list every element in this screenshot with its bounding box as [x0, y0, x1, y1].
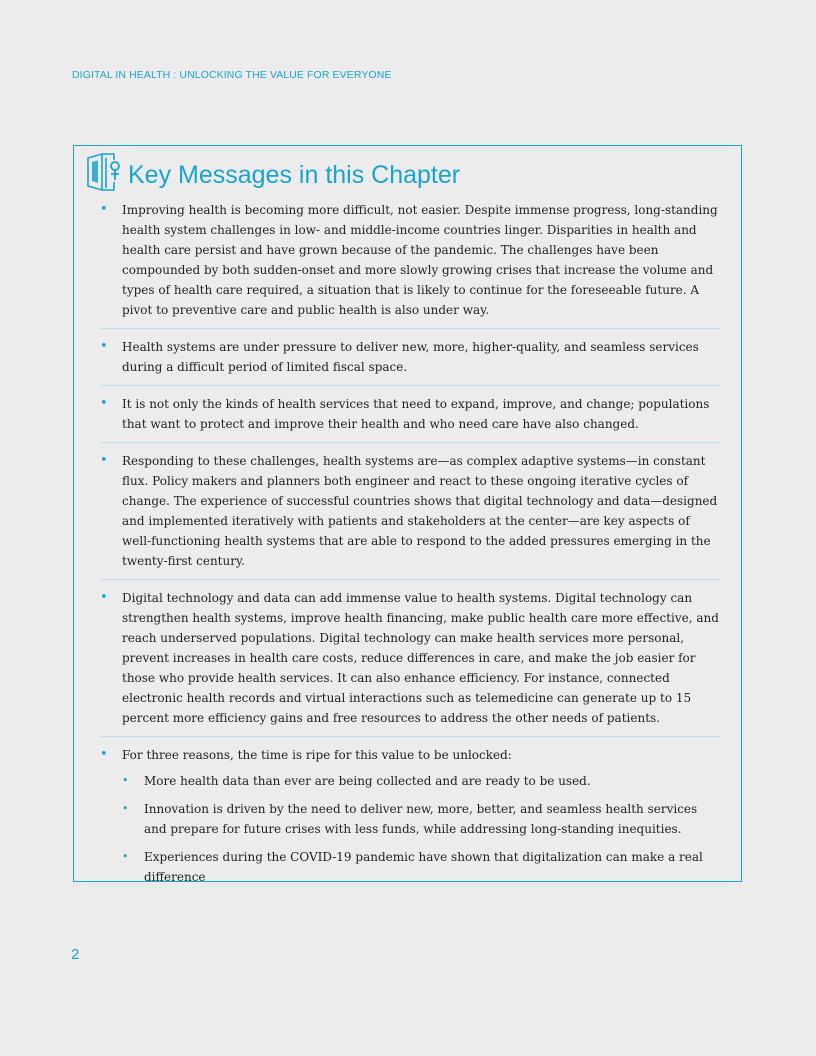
key-message-text: • Responding to these challenges, health systems are—as complex adaptive systems—in constant flux. Policy makers and planners both engineer and react to these ongoing iterative cycles of change. The experience of successful countries shows that digital technology and data—designed and implemented iteratively with patients and stakeholders at the center—are key aspects of well-functioning health systems that are able to respond to the added pressures emerging in the twenty-first century. [122, 454, 718, 568]
key-message-item [100, 200, 720, 329]
reason-item: • Experiences during the COVID-19 pandemic have shown that digitalization can make a real difference [122, 847, 720, 887]
reasons-sublist [122, 771, 720, 887]
key-message-text: • Digital technology and data can add immense value to health systems. Digital technology can strengthen health systems, improve health financing, make public health care more effective, and reach underserved populations. Digital technology can make health services more personal, prevent increases in health care costs, reduce differences in care, and make the job easier for those who provide health services. It can also enhance efficiency. For instance, connected electronic health records and virtual interactions such as telemedicine can generate up to 15 percent more efficiency gains and free resources to address the other needs of patients. [122, 591, 719, 725]
reason-item: • Innovation is driven by the need to deliver new, more, better, and seamless health services and prepare for future crises with less funds, while addressing long-standing inequities. [122, 799, 720, 839]
page-number: 2 [71, 946, 80, 963]
key-message-item [100, 394, 720, 443]
reason-item: • More health data than ever are being collected and are ready to be used. [122, 771, 720, 791]
key-message-item [100, 337, 720, 386]
door-exit-icon [84, 150, 124, 194]
key-message-item [100, 451, 720, 580]
key-messages-box [73, 145, 742, 882]
key-message-text: • It is not only the kinds of health services that need to expand, improve, and change; populations that want to protect and improve their health and who need care have also changed. [122, 397, 710, 431]
key-message-text: • Improving health is becoming more difficult, not easier. Despite immense progress, long-standing health system challenges in low- and middle-income countries linger. Disparities in health and health care persist and have grown because of the pandemic. The challenges have been compounded by both sudden-onset and more slowly growing crises that increase the volume and types of health care required, a situation that is likely to continue for the foreseeable future. A pivot to preventive care and public health is also under way. [122, 203, 718, 317]
key-messages-list [100, 200, 720, 911]
key-message-item [100, 745, 720, 903]
key-message-text: • For three reasons, the time is ripe for this value to be unlocked: [122, 748, 512, 762]
box-title: Key Messages in this Chapter [128, 160, 461, 189]
key-message-text: • Health systems are under pressure to deliver new, more, higher-quality, and seamless services during a difficult period of limited fiscal space. [122, 340, 699, 374]
running-header: DIGITAL IN HEALTH : UNLOCKING THE VALUE FOR EVERYONE [72, 69, 392, 81]
box-title-row [84, 150, 460, 194]
key-message-item [100, 588, 720, 737]
